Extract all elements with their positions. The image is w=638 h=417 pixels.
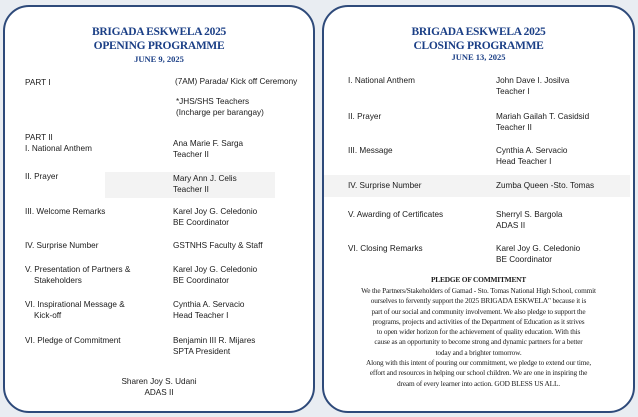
program-item-name: Sherryl S. Bargola: [496, 210, 563, 219]
program-item-name: Benjamin III R. Mijares: [173, 336, 256, 345]
part-1-note: (Incharge per barangay): [176, 108, 264, 117]
part-1-label: PART I: [25, 78, 51, 87]
program-item-name: Mariah Gailah T. Casidsid: [496, 112, 590, 121]
pledge-text: [330, 286, 627, 389]
program-item-role: BE Coordinator: [173, 218, 229, 227]
program-item-title: II. Prayer: [348, 112, 382, 121]
opening-date: JUNE 9, 2025: [134, 54, 184, 64]
pledge-line: programs, projects and activities of the Department of Education as it strives: [372, 316, 585, 326]
program-item-name: Karel Joy G. Celedonio: [173, 265, 258, 274]
program-item-title: IV. Surprise Number: [348, 181, 422, 190]
closing-title: BRIGADA ESKWELA 2025: [411, 26, 546, 38]
pledge-heading: PLEDGE OF COMMITMENT: [430, 275, 527, 284]
program-item-title-cont: Stakeholders: [34, 276, 82, 285]
pledge-line: ourselves to fervently support the 2025 BRIGADA ESKWELA" because it is: [370, 296, 587, 306]
opening-title: BRIGADA ESKWELA 2025: [92, 26, 226, 38]
pledge-line: cause as an opportunity to become strong and dynamic partners for a better: [374, 337, 583, 347]
program-item-title: III. Welcome Remarks: [25, 207, 106, 216]
program-item-role: Teacher II: [496, 123, 532, 132]
program-item-title: VI. Pledge of Commitment: [25, 336, 121, 345]
program-item-title: VI. Closing Remarks: [348, 244, 423, 253]
program-item-role: Head Teacher I: [173, 311, 229, 320]
program-item-title: I. National Anthem: [348, 76, 415, 85]
program-item-role: BE Coordinator: [173, 276, 229, 285]
program-item-name: Cynthia A. Servacio: [173, 300, 245, 309]
program-item-role: Teacher II: [173, 185, 209, 194]
pledge-line: We the Partners/Stakeholders of Gamad - Sto. Tomas National High School, commit: [361, 286, 596, 295]
opening-programme-panel: [3, 5, 315, 413]
closing-date: JUNE 13, 2025: [451, 52, 506, 62]
pledge-line: to open wider horizon for the achievement of quality education. With this: [376, 327, 581, 337]
program-item-role: SPTA President: [173, 347, 231, 356]
program-item-title: V. Presentation of Partners &: [25, 265, 131, 274]
part-2-label: PART II: [25, 133, 53, 142]
program-item-role: Teacher I: [496, 87, 530, 96]
closing-programme-panel: [322, 5, 635, 413]
pledge-line: part of our social and community involvement. We also pledge to support the: [371, 306, 586, 316]
program-item-role: Head Teacher I: [496, 157, 552, 166]
program-item-name: Cynthia A. Servacio: [496, 146, 568, 155]
pledge-line: dream of every learner into action. GOD BLESS US ALL.: [397, 378, 560, 388]
program-item-title: V. Awarding of Certificates: [348, 210, 444, 219]
program-item-role: Teacher II: [173, 150, 209, 159]
program-item-name: Ana Marie F. Sarga: [173, 139, 244, 148]
pledge-line: effort and resources in helping our school children. We are one in inspiring the: [369, 368, 588, 378]
program-item-role: ADAS II: [496, 221, 526, 230]
program-item-title: IV. Surprise Number: [25, 241, 99, 250]
program-item-name: Mary Ann J. Celis: [173, 174, 237, 183]
pledge-line: today and a brighter tomorrow.: [435, 347, 522, 357]
part-1-note: *JHS/SHS Teachers: [176, 97, 250, 106]
program-item-title: VI. Inspirational Message &: [25, 300, 125, 309]
program-item-name: Karel Joy G. Celedonio: [173, 207, 258, 216]
program-item-name: John Dave I. Josilva: [496, 76, 570, 85]
program-item-title: III. Message: [348, 146, 393, 155]
pledge-line: Along with this intent of pouring our commitment, we pledge to extend our time,: [365, 358, 592, 368]
program-item-name: GSTNHS Faculty & Staff: [173, 241, 263, 250]
program-item-title: II. Prayer: [25, 172, 59, 181]
program-item-title-cont: Kick-off: [34, 311, 62, 320]
closing-subtitle: CLOSING PROGRAMME: [413, 40, 544, 52]
signatory-role: ADAS II: [144, 388, 174, 397]
program-item-name: Karel Joy G. Celedonio: [496, 244, 581, 253]
program-item-name: Zumba Queen -Sto. Tomas: [496, 181, 595, 190]
signatory-name: Sharen Joy S. Udani: [121, 377, 197, 386]
program-item-title: I. National Anthem: [25, 144, 92, 153]
part-1-item: (7AM) Parada/ Kick off Ceremony: [175, 77, 298, 86]
opening-subtitle: OPENING PROGRAMME: [93, 40, 225, 52]
program-item-role: BE Coordinator: [496, 255, 552, 264]
